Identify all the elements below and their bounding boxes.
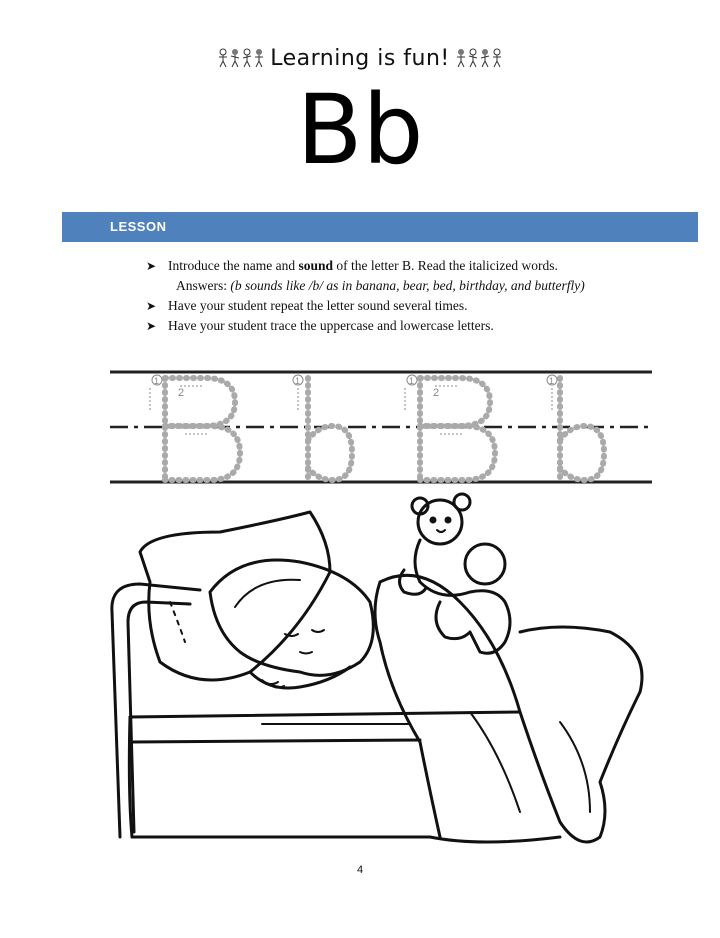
list-item: ➤ Have your student repeat the letter sound several times. — [146, 296, 706, 316]
featured-letters: Bb — [296, 74, 424, 186]
trace-letter-B — [420, 378, 495, 480]
arrow-bullet-icon: ➤ — [146, 319, 157, 333]
stroke-number: 2 — [178, 387, 185, 399]
page-number: 4 — [356, 864, 364, 876]
stroke-number: 1 — [409, 376, 415, 386]
lesson-heading: LESSON — [110, 219, 167, 234]
trace-letter-b — [308, 378, 352, 480]
dancing-kids-icon — [218, 48, 264, 68]
letter-tracing-area — [0, 360, 720, 490]
trace-letter-b — [560, 378, 604, 480]
arrow-bullet-icon: ➤ — [146, 299, 157, 313]
girl-sleeping-in-bed-with-teddy-bear-icon — [0, 492, 720, 852]
lesson-heading-bar — [62, 212, 698, 242]
header-title: Learning is fun! — [270, 45, 450, 71]
stroke-number: 1 — [154, 376, 160, 386]
arrow-bullet-icon: ➤ — [146, 259, 157, 273]
stroke-number: 1 — [295, 376, 301, 386]
stroke-number: 2 — [433, 387, 440, 399]
answers-line: Answers: (b sounds like /b/ as in banana, bear, bed, birthday, and butterfly) — [176, 278, 585, 293]
page-header — [0, 38, 720, 78]
list-item: ➤ Have your student trace the uppercase and lowercase letters. — [146, 316, 706, 336]
lesson-instructions — [146, 256, 706, 336]
stroke-number: 1 — [549, 376, 555, 386]
dancing-kids-icon — [456, 48, 502, 68]
trace-letter-B — [165, 378, 240, 480]
list-item: ➤ Introduce the name and sound of the letter B. Read the italicized words. Answers: (b sounds like /b/ as in banana, bear, bed, birthday, and butterfly) — [146, 256, 706, 296]
